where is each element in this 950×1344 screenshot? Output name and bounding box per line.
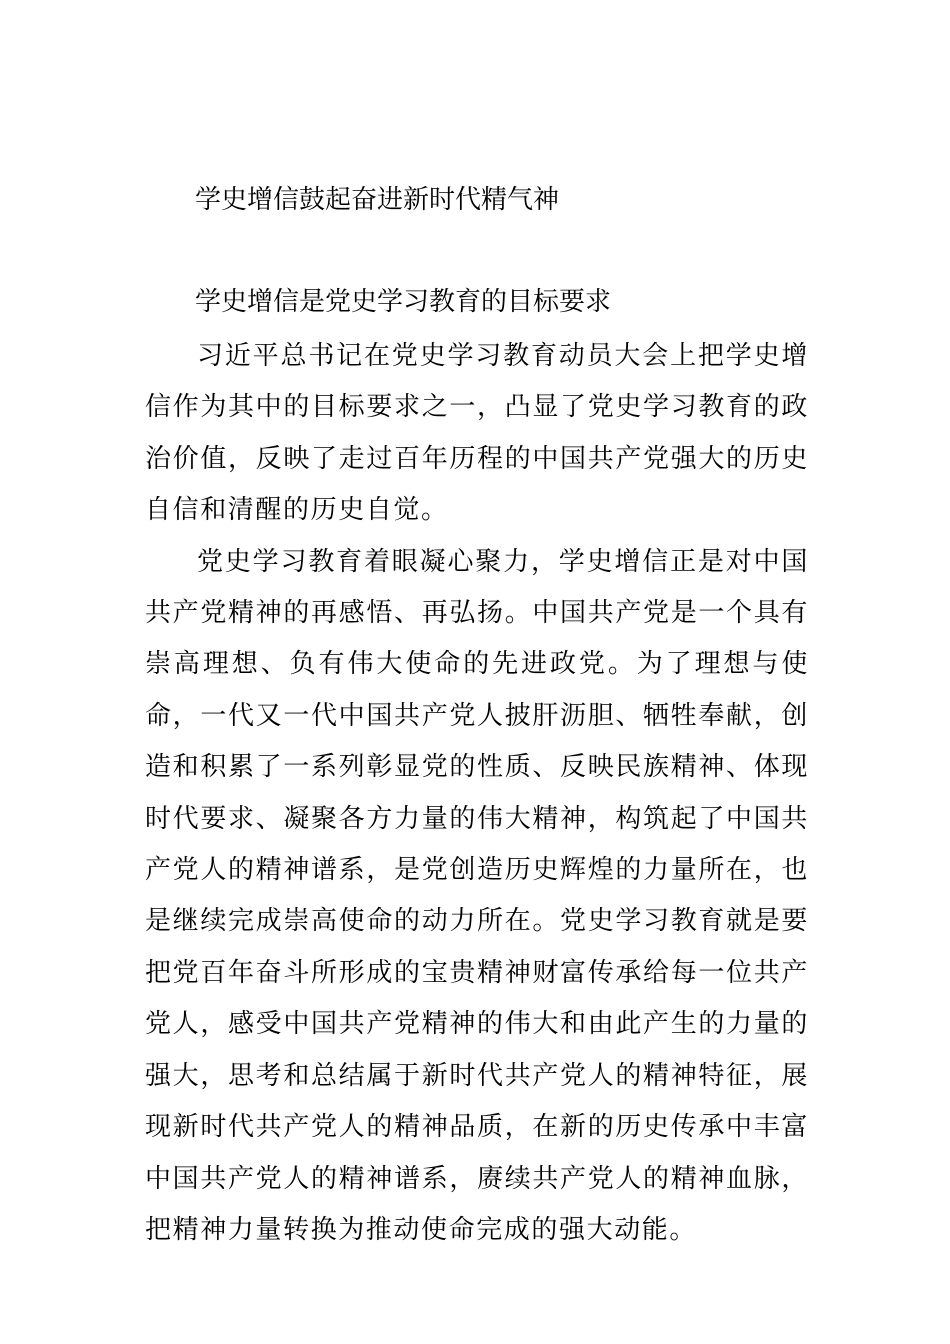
document-body — [145, 331, 809, 1256]
paragraph-1: 习近平总书记在党史学习教育动员大会上把学史增信作为其中的目标要求之一，凸显了党史学习教育的政治价值，反映了走过百年历程的中国共产党强大的历史自信和清醒的历史自觉。 — [145, 341, 809, 526]
document-title: 学史增信鼓起奋进新时代精气神 — [195, 185, 560, 215]
section-heading: 学史增信是党史学习教育的目标要求 — [195, 287, 612, 317]
paragraph-2: 党史学习教育着眼凝心聚力，学史增信正是对中国共产党精神的再感悟、再弘扬。中国共产党是一个具有崇高理想、负有伟大使命的先进政党。为了理想与使命，一代又一代中国共产党人披肝沥胆、牺牲奉献，创造和积累了一系列彰显党的性质、反映民族精神、体现时代要求、凝聚各方力量的伟大精神，构筑起了中国共产党人的精神谱系，是党创造历史辉煌的力量所在，也是继续完成崇高使命的动力所在。党史学习教育就是要把党百年奋斗所形成的宝贵精神财富传承给每一位共产党人，感受中国共产党精神的伟大和由此产生的力量的强大，思考和总结属于新时代共产党人的精神特征，展现新时代共产党人的精神品质，在新的历史传承中丰富中国共产党人的精神谱系，赓续共产党人的精神血脉，把精神力量转换为推动使命完成的强大动能。 — [145, 546, 809, 1245]
